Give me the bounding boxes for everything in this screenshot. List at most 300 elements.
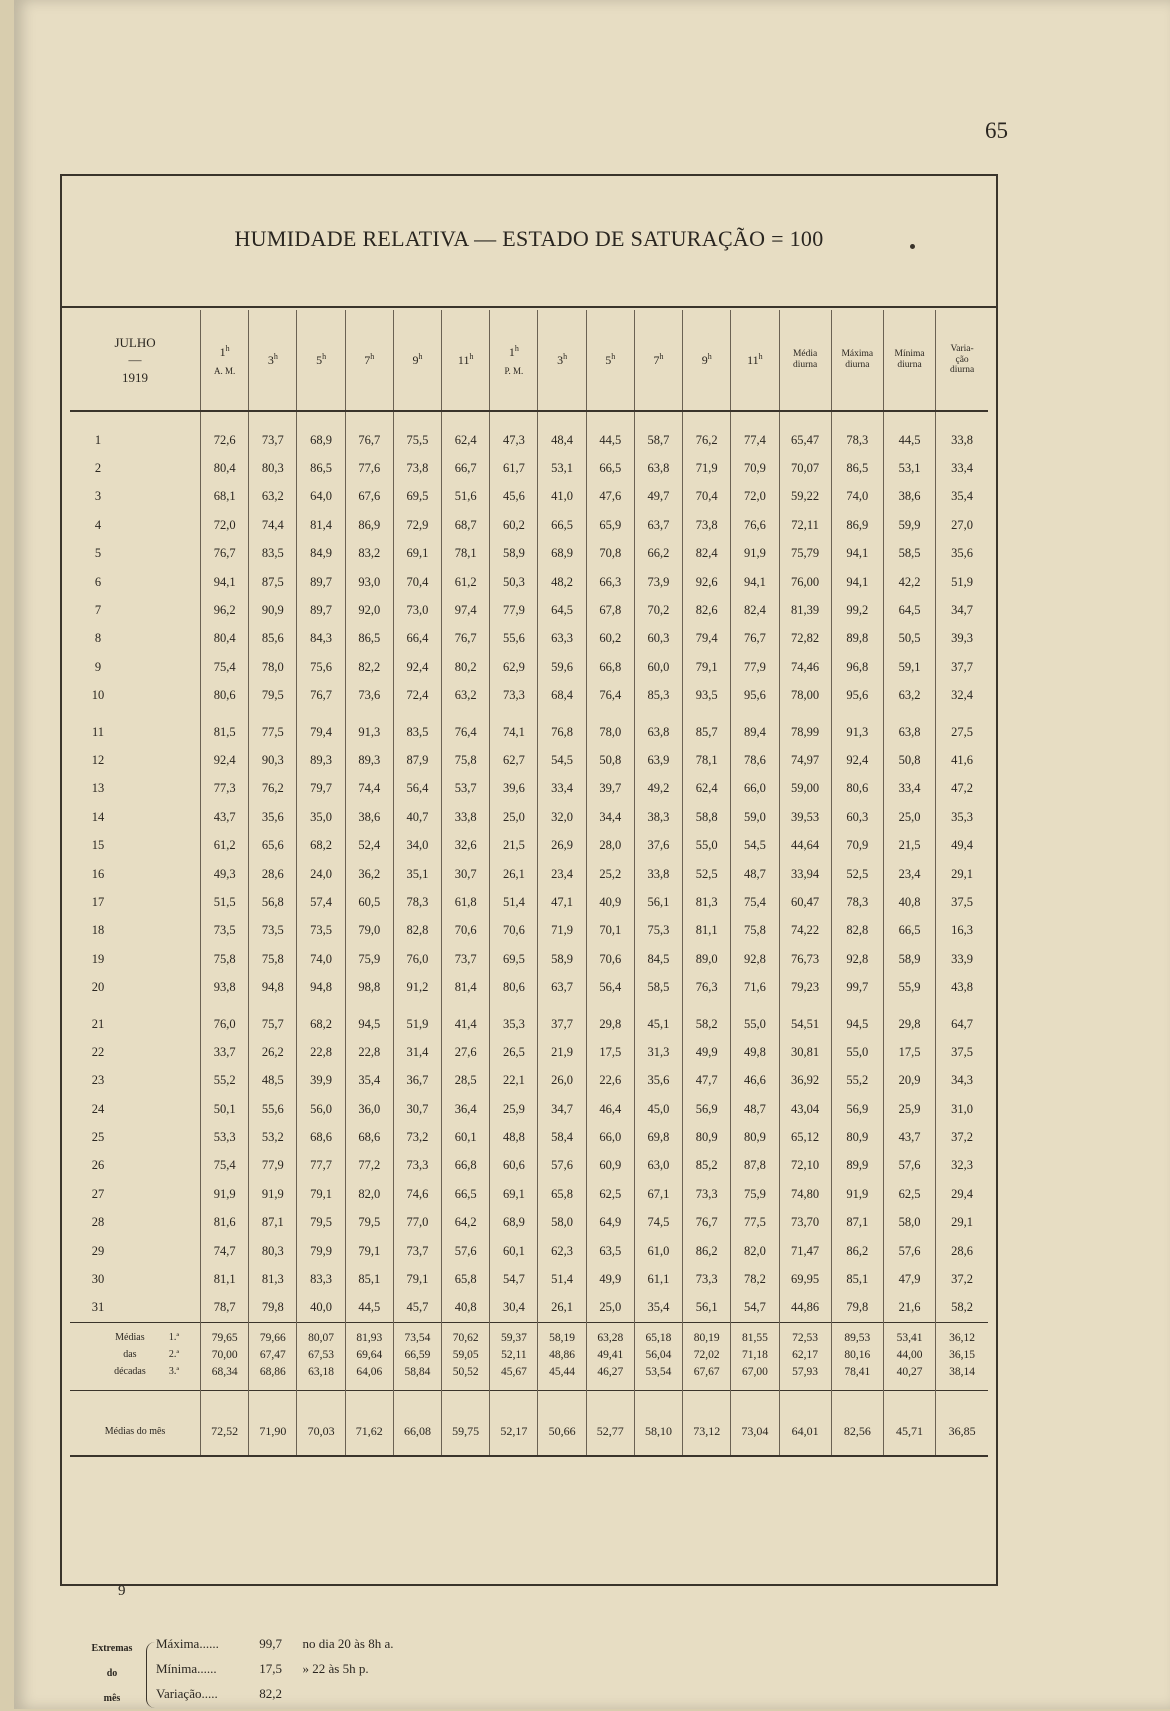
cell-value: 81,5 (201, 710, 249, 746)
cell-value: 74,0 (831, 483, 883, 511)
cell-value: 50,8 (586, 746, 634, 774)
cell-value: 29,8 (586, 1002, 634, 1038)
header-hour (683, 310, 731, 411)
cell-value: 74,6 (393, 1180, 441, 1208)
cell-value: 27,0 (936, 511, 988, 539)
cell-value: 34,7 (936, 596, 988, 624)
cell-value: 68,2 (297, 1002, 345, 1038)
decade-label-word: décadas (114, 1366, 146, 1378)
hour-number: 3 (557, 353, 564, 368)
cell-value: 25,2 (586, 860, 634, 888)
cell-value: 58,9 (883, 945, 935, 973)
cell-value: 44,5 (345, 1294, 393, 1323)
cell-value: 85,7 (683, 710, 731, 746)
cell-value: 40,8 (442, 1294, 490, 1323)
table-row (70, 803, 988, 831)
header-hour (201, 310, 249, 411)
cell-value: 78,99 (779, 710, 831, 746)
table-row (70, 454, 988, 482)
cell-value: 78,0 (249, 653, 297, 681)
cell-value: 25,0 (883, 803, 935, 831)
decade-value: 59,37 (490, 1323, 538, 1347)
cell-value: 99,2 (831, 596, 883, 624)
cell-value: 72,11 (779, 511, 831, 539)
day-number: 12 (91, 752, 105, 767)
cell-value: 77,9 (249, 1152, 297, 1180)
header-maxima-diurna-line: Máxima (841, 349, 874, 360)
hour-value (490, 344, 537, 360)
day-number: 10 (91, 688, 105, 703)
cell-value: 66,0 (586, 1123, 634, 1151)
cell-value: 69,95 (779, 1265, 831, 1293)
cell-value: 28,0 (586, 831, 634, 859)
cell-value: 54,5 (538, 746, 586, 774)
cell-value: 52,4 (345, 831, 393, 859)
cell-value: 89,7 (297, 596, 345, 624)
cell-value: 99,7 (831, 973, 883, 1001)
cell-value: 67,8 (586, 596, 634, 624)
header-media-diurna (779, 310, 831, 411)
header-hour (345, 310, 393, 411)
hour-suffix: h (469, 352, 474, 362)
cell-value: 73,3 (683, 1265, 731, 1293)
day-number: 16 (91, 866, 105, 881)
decade-value: 72,53 (779, 1323, 831, 1347)
cell-value: 80,3 (249, 454, 297, 482)
decade-value: 72,02 (683, 1346, 731, 1363)
cell-value: 51,9 (936, 568, 988, 596)
cell-value: 61,2 (201, 831, 249, 859)
cell-value: 87,1 (831, 1209, 883, 1237)
hour-suffix: h (370, 352, 375, 362)
cell-value: 82,8 (831, 917, 883, 945)
decade-value: 36,12 (936, 1323, 988, 1347)
cell-value: 79,1 (345, 1237, 393, 1265)
decade-value: 38,14 (936, 1363, 988, 1391)
decade-value: 64,06 (345, 1363, 393, 1391)
cell-value: 50,1 (201, 1095, 249, 1123)
cell-value: 47,6 (586, 483, 634, 511)
cell-value: 75,4 (201, 653, 249, 681)
month-mean-value: 70,03 (297, 1391, 345, 1457)
cell-value: 76,7 (297, 682, 345, 710)
cell-value: 96,2 (201, 596, 249, 624)
cell-value: 91,9 (831, 1180, 883, 1208)
decade-value: 71,18 (731, 1346, 779, 1363)
decade-value: 57,93 (779, 1363, 831, 1391)
cell-value: 60,9 (586, 1152, 634, 1180)
cell-value: 80,4 (201, 625, 249, 653)
cell-value: 89,0 (683, 945, 731, 973)
cell-value: 23,4 (883, 860, 935, 888)
cell-value: 75,7 (249, 1002, 297, 1038)
cell-value: 47,1 (538, 888, 586, 916)
cell-value: 71,47 (779, 1237, 831, 1265)
cell-value: 41,4 (442, 1002, 490, 1038)
cell-value: 61,2 (442, 568, 490, 596)
cell-value: 79,5 (297, 1209, 345, 1237)
cell-value: 64,5 (538, 596, 586, 624)
decade-value: 36,15 (936, 1346, 988, 1363)
cell-value: 94,1 (731, 568, 779, 596)
cell-value: 76,2 (249, 775, 297, 803)
table-frame (60, 174, 998, 1704)
header-variacao-diurna-line: diurna (949, 365, 975, 376)
cell-value: 26,9 (538, 831, 586, 859)
decade-value: 49,41 (586, 1346, 634, 1363)
cell-value: 70,9 (831, 831, 883, 859)
cell-value: 54,5 (731, 831, 779, 859)
cell-value: 78,0 (586, 710, 634, 746)
cell-value: 38,6 (345, 803, 393, 831)
decade-value: 45,67 (490, 1363, 538, 1391)
header-hour (442, 310, 490, 411)
cell-value: 48,2 (538, 568, 586, 596)
cell-value: 63,5 (586, 1237, 634, 1265)
cell-value: 56,1 (683, 1294, 731, 1323)
cell-value: 29,1 (936, 1209, 988, 1237)
cell-value: 81,39 (779, 596, 831, 624)
cell-value: 35,0 (297, 803, 345, 831)
cell-value: 66,5 (538, 511, 586, 539)
cell-value: 48,5 (249, 1067, 297, 1095)
header-hour (586, 310, 634, 411)
cell-value: 82,4 (731, 596, 779, 624)
cell-value: 79,4 (683, 625, 731, 653)
cell-value: 33,8 (442, 803, 490, 831)
decade-value: 67,67 (683, 1363, 731, 1391)
decade-value: 69,64 (345, 1346, 393, 1363)
cell-value: 77,9 (490, 596, 538, 624)
cell-value: 73,2 (393, 1123, 441, 1151)
cell-value: 74,80 (779, 1180, 831, 1208)
day-number: 7 (94, 603, 102, 618)
cell-value: 59,0 (731, 803, 779, 831)
cell-value: 33,4 (538, 775, 586, 803)
cell-value: 78,3 (831, 888, 883, 916)
hour-number: 9 (701, 353, 708, 368)
table-row (70, 1180, 988, 1208)
cell-value: 21,9 (538, 1038, 586, 1066)
cell-value: 43,7 (883, 1123, 935, 1151)
cell-value: 70,6 (586, 945, 634, 973)
header-media-diurna-text (780, 349, 831, 371)
cell-value: 76,7 (442, 625, 490, 653)
cell-value: 58,2 (683, 1002, 731, 1038)
cell-value: 78,3 (831, 411, 883, 454)
cell-value: 87,5 (249, 568, 297, 596)
day-number: 9 (94, 659, 102, 674)
cell-value: 60,6 (490, 1152, 538, 1180)
cell-value: 61,8 (442, 888, 490, 916)
cell-value: 59,00 (779, 775, 831, 803)
cell-value: 83,3 (297, 1265, 345, 1293)
month-mean-value: 72,52 (201, 1391, 249, 1457)
month-means (70, 1391, 988, 1457)
cell-value: 84,9 (297, 540, 345, 568)
decade-row (70, 1323, 988, 1347)
cell-value: 70,1 (586, 917, 634, 945)
cell-value: 64,7 (936, 1002, 988, 1038)
cell-value: 73,6 (345, 682, 393, 710)
cell-value: 95,6 (731, 682, 779, 710)
cell-value: 65,12 (779, 1123, 831, 1151)
cell-value: 63,2 (249, 483, 297, 511)
cell-value: 52,5 (683, 860, 731, 888)
cell-value: 89,3 (297, 746, 345, 774)
cell-value: 50,3 (490, 568, 538, 596)
cell-value: 35,6 (936, 540, 988, 568)
decade-value: 67,00 (731, 1363, 779, 1391)
hour-value (346, 352, 393, 368)
cell-value: 72,82 (779, 625, 831, 653)
month-mean-value: 73,12 (683, 1391, 731, 1457)
cell-value: 87,9 (393, 746, 441, 774)
cell-value: 85,3 (634, 682, 682, 710)
cell-value: 51,4 (490, 888, 538, 916)
cell-value: 75,9 (345, 945, 393, 973)
cell-value: 70,2 (634, 596, 682, 624)
cell-value: 22,1 (490, 1067, 538, 1095)
cell-value: 76,8 (538, 710, 586, 746)
cell-value: 81,1 (683, 917, 731, 945)
cell-value: 49,9 (586, 1265, 634, 1293)
header-minima-diurna-text (884, 349, 935, 371)
cell-value: 40,7 (393, 803, 441, 831)
cell-value: 58,0 (883, 1209, 935, 1237)
cell-value: 53,1 (883, 454, 935, 482)
decade-value: 56,04 (634, 1346, 682, 1363)
cell-value: 92,8 (731, 945, 779, 973)
cell-value: 23,4 (538, 860, 586, 888)
cell-value: 93,5 (683, 682, 731, 710)
cell-value: 22,8 (345, 1038, 393, 1066)
cell-value: 64,9 (586, 1209, 634, 1237)
cell-value: 47,2 (936, 775, 988, 803)
cell-value: 60,47 (779, 888, 831, 916)
cell-value: 80,2 (442, 653, 490, 681)
cell-value: 74,97 (779, 746, 831, 774)
decade-value: 66,59 (393, 1346, 441, 1363)
cell-value: 56,4 (586, 973, 634, 1001)
month-mean-value: 52,17 (490, 1391, 538, 1457)
cell-value: 92,4 (201, 746, 249, 774)
cell-value: 30,4 (490, 1294, 538, 1323)
cell-value: 26,1 (538, 1294, 586, 1323)
month-dash: — (128, 352, 142, 368)
month-mean-value: 71,62 (345, 1391, 393, 1457)
cell-value: 76,00 (779, 568, 831, 596)
cell-value: 94,1 (831, 540, 883, 568)
cell-value: 31,0 (936, 1095, 988, 1123)
cell-value: 94,5 (345, 1002, 393, 1038)
cell-value: 82,8 (393, 917, 441, 945)
cell-value: 86,5 (345, 625, 393, 653)
cell-value: 92,0 (345, 596, 393, 624)
cell-value: 60,5 (345, 888, 393, 916)
decade-value: 67,47 (249, 1346, 297, 1363)
cell-value: 56,9 (683, 1095, 731, 1123)
cell-value: 36,0 (345, 1095, 393, 1123)
cell-value: 17,5 (586, 1038, 634, 1066)
day-number: 25 (91, 1130, 105, 1145)
cell-value: 37,7 (936, 653, 988, 681)
table-row (70, 888, 988, 916)
decade-number: 3.ª (168, 1366, 180, 1378)
cell-value: 32,3 (936, 1152, 988, 1180)
header-maxima-diurna (831, 310, 883, 411)
cell-value: 70,4 (683, 483, 731, 511)
cell-value: 35,3 (936, 803, 988, 831)
cell-value: 34,0 (393, 831, 441, 859)
hour-period: A. M. (214, 365, 236, 376)
cell-value: 62,9 (490, 653, 538, 681)
hour-value (201, 344, 248, 360)
decade-value: 68,86 (249, 1363, 297, 1391)
cell-value: 35,6 (634, 1067, 682, 1095)
brace (146, 1642, 155, 1708)
table-row (70, 1152, 988, 1180)
cell-value: 65,8 (538, 1180, 586, 1208)
cell-value: 78,6 (731, 746, 779, 774)
cell-value: 93,8 (201, 973, 249, 1001)
hour-value (297, 352, 344, 368)
cell-value: 28,5 (442, 1067, 490, 1095)
header-hour (393, 310, 441, 411)
cell-value: 43,7 (201, 803, 249, 831)
decade-value: 65,18 (634, 1323, 682, 1347)
cell-value: 82,4 (683, 540, 731, 568)
cell-value: 82,6 (683, 596, 731, 624)
cell-value: 79,8 (249, 1294, 297, 1323)
cell-value: 86,5 (831, 454, 883, 482)
cell-value: 75,79 (779, 540, 831, 568)
cell-value: 48,4 (538, 411, 586, 454)
cell-value: 79,23 (779, 973, 831, 1001)
cell-value: 60,2 (490, 511, 538, 539)
decade-label-word: Médias (115, 1332, 145, 1344)
cell-value: 74,22 (779, 917, 831, 945)
cell-value: 62,7 (490, 746, 538, 774)
cell-value: 59,9 (883, 511, 935, 539)
extreme-min: Mínima...... 17,5 » 22 às 5h p. (156, 1661, 369, 1676)
cell-value: 77,4 (731, 411, 779, 454)
cell-value: 35,4 (936, 483, 988, 511)
header-maxima-diurna-line: diurna (845, 360, 870, 370)
cell-value: 85,6 (249, 625, 297, 653)
day-number: 24 (91, 1101, 105, 1116)
day-number: 3 (94, 489, 102, 504)
table-row (70, 1095, 988, 1123)
cell-value: 81,3 (683, 888, 731, 916)
cell-value: 80,6 (490, 973, 538, 1001)
cell-value: 26,5 (490, 1038, 538, 1066)
cell-value: 85,1 (345, 1265, 393, 1293)
cell-value: 49,8 (731, 1038, 779, 1066)
cell-value: 73,8 (683, 511, 731, 539)
decade-value: 68,34 (201, 1363, 249, 1391)
cell-value: 76,7 (345, 411, 393, 454)
header-month-year (70, 310, 201, 411)
cell-value: 70,4 (393, 568, 441, 596)
decade-number: 1.ª (168, 1332, 180, 1344)
header-variacao-diurna (936, 310, 988, 411)
cell-value: 25,0 (490, 803, 538, 831)
cell-value: 75,9 (731, 1180, 779, 1208)
cell-value: 84,5 (634, 945, 682, 973)
decade-label (70, 1323, 201, 1347)
month-mean-value: 82,56 (831, 1391, 883, 1457)
cell-value: 60,1 (442, 1123, 490, 1151)
cell-value: 78,7 (201, 1294, 249, 1323)
cell-value: 40,8 (883, 888, 935, 916)
cell-value: 39,3 (936, 625, 988, 653)
cell-value: 92,4 (831, 746, 883, 774)
cell-value: 24,0 (297, 860, 345, 888)
cell-value: 94,8 (297, 973, 345, 1001)
cell-value: 79,1 (297, 1180, 345, 1208)
table-row (70, 625, 988, 653)
cell-value: 72,0 (731, 483, 779, 511)
cell-value: 76,73 (779, 945, 831, 973)
cell-value: 65,6 (249, 831, 297, 859)
cell-value: 29,4 (936, 1180, 988, 1208)
cell-value: 34,3 (936, 1067, 988, 1095)
cell-value: 33,4 (936, 454, 988, 482)
cell-value: 56,1 (634, 888, 682, 916)
cell-value: 73,8 (393, 454, 441, 482)
cell-value: 94,1 (201, 568, 249, 596)
hour-suffix: h (563, 352, 568, 362)
cell-value: 28,6 (936, 1237, 988, 1265)
header-media-diurna-line: Média (792, 349, 818, 360)
cell-value: 69,5 (393, 483, 441, 511)
cell-value: 79,7 (297, 775, 345, 803)
hour-value (538, 352, 585, 368)
cell-value: 66,5 (442, 1180, 490, 1208)
month-mean-value: 50,66 (538, 1391, 586, 1457)
cell-value: 91,2 (393, 973, 441, 1001)
decade-value: 53,54 (634, 1363, 682, 1391)
cell-value: 73,9 (634, 568, 682, 596)
decade-value: 70,62 (442, 1323, 490, 1347)
extreme-variation: Variação..... 82,2 (156, 1686, 282, 1701)
day-number: 26 (91, 1158, 105, 1173)
cell-value: 76,7 (731, 625, 779, 653)
decade-value: 50,52 (442, 1363, 490, 1391)
hour-number: 7 (364, 353, 371, 368)
cell-value: 78,1 (683, 746, 731, 774)
cell-value: 79,8 (831, 1294, 883, 1323)
cell-value: 82,0 (345, 1180, 393, 1208)
cell-value: 97,4 (442, 596, 490, 624)
cell-value: 53,3 (201, 1123, 249, 1151)
year-label: 1919 (122, 369, 149, 385)
table-row (70, 973, 988, 1001)
cell-value: 89,9 (831, 1152, 883, 1180)
day-number: 4 (94, 517, 102, 532)
cell-value: 76,4 (442, 710, 490, 746)
day-number: 1 (94, 432, 102, 447)
cell-value: 94,5 (831, 1002, 883, 1038)
daily-rows (70, 411, 988, 1323)
cell-value: 27,6 (442, 1038, 490, 1066)
decade-value: 58,84 (393, 1363, 441, 1391)
table-row (70, 1067, 988, 1095)
cell-value: 37,5 (936, 1038, 988, 1066)
cell-value: 79,1 (683, 653, 731, 681)
cell-value: 86,2 (831, 1237, 883, 1265)
